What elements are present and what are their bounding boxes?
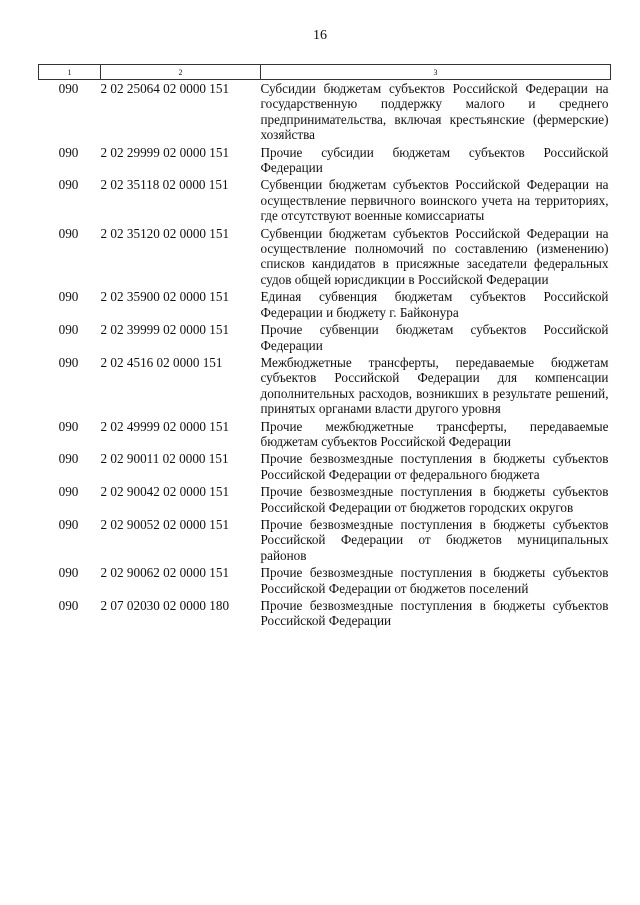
table-row: [39, 418, 611, 451]
description-cell: Прочие безвозмездные поступления в бюджеты субъектов Российской Федерации от федерального бюджета: [260, 451, 609, 482]
budget-code-cell: 2 07 02030 02 0000 180: [100, 598, 230, 613]
budget-code-cell: 2 02 90052 02 0000 151: [100, 516, 230, 532]
table-row: [39, 321, 611, 354]
description-cell: Прочие субсидии бюджетам субъектов Российской Федерации: [260, 144, 609, 176]
table-row: [39, 483, 611, 516]
admin-code-cell: 090: [58, 418, 79, 434]
table-row: [39, 176, 611, 224]
budget-code-cell: 2 02 35900 02 0000 151: [100, 289, 230, 305]
admin-code-cell: 090: [58, 322, 79, 338]
description-cell: Субвенции бюджетам субъектов Российской Федерации на осуществление первичного воинского учета на территориях, где отсутствуют военные комиссариаты: [260, 177, 609, 224]
admin-code-cell: 090: [58, 354, 79, 370]
table-header: [39, 65, 611, 80]
header-col-1: 1: [39, 65, 101, 80]
description-cell: Межбюджетные трансферты, передаваемые бюджетам субъектов Российской Федерации для компенсации дополнительных расходов, возникших в результате решений, принятых органами власти другого уровня: [260, 354, 609, 417]
description-cell: Субсидии бюджетам субъектов Российской Федерации на государственную поддержку малого и среднего предпринимательства, включая крестьянские (фермерские) хозяйства: [260, 81, 609, 143]
budget-code-cell: 2 02 39999 02 0000 151: [100, 322, 230, 338]
admin-code-cell: 090: [58, 177, 79, 193]
table-row: [39, 450, 611, 483]
admin-code-cell: 090: [58, 81, 79, 96]
header-col-3: 3: [261, 65, 611, 80]
description-cell: Единая субвенция бюджетам субъектов Российской Федерации и бюджету г. Байконура: [260, 289, 609, 320]
admin-code-cell: 090: [58, 451, 79, 467]
admin-code-cell: 090: [58, 516, 79, 532]
admin-code-cell: 090: [58, 484, 79, 500]
budget-codes-table: [38, 64, 611, 630]
description-cell: Прочие безвозмездные поступления в бюджеты субъектов Российской Федерации от бюджетов поселений: [260, 565, 609, 596]
table-row: [39, 288, 611, 321]
description-cell: Прочие безвозмездные поступления в бюджеты субъектов Российской Федерации: [260, 598, 609, 629]
budget-code-cell: 2 02 90062 02 0000 151: [100, 565, 230, 581]
table-row: [39, 144, 611, 177]
table-row: [39, 225, 611, 289]
budget-code-cell: 2 02 29999 02 0000 151: [100, 144, 230, 160]
admin-code-cell: 090: [58, 289, 79, 305]
table-body: [39, 80, 611, 630]
budget-code-cell: 2 02 90011 02 0000 151: [100, 451, 229, 467]
budget-code-cell: 2 02 35118 02 0000 151: [100, 177, 229, 193]
description-cell: Прочие безвозмездные поступления в бюджеты субъектов Российской Федерации от бюджетов городских округов: [260, 484, 609, 515]
table-row: [39, 80, 611, 144]
table-row: [39, 597, 611, 630]
budget-code-cell: 2 02 4516 02 0000 151: [100, 354, 223, 370]
header-col-2: 2: [101, 65, 261, 80]
table-row: [39, 564, 611, 597]
table-row: [39, 516, 611, 564]
description-cell: Субвенции бюджетам субъектов Российской Федерации на осуществление полномочий по составлению (изменению) списков кандидатов в присяжные заседатели федеральных судов общей юрисдикции в Российской Федерации: [260, 225, 609, 287]
admin-code-cell: 090: [58, 225, 79, 241]
budget-code-cell: 2 02 49999 02 0000 151: [100, 418, 230, 434]
description-cell: Прочие безвозмездные поступления в бюджеты субъектов Российской Федерации от бюджетов муниципальных районов: [260, 516, 609, 563]
table-row: [39, 354, 611, 418]
page-number: 16: [313, 28, 327, 43]
admin-code-cell: 090: [58, 598, 79, 613]
description-cell: Прочие межбюджетные трансферты, передаваемые бюджетам субъектов Российской Федерации: [260, 418, 609, 449]
header-row: [39, 65, 611, 80]
budget-code-cell: 2 02 25064 02 0000 151: [100, 81, 230, 96]
budget-code-cell: 2 02 90042 02 0000 151: [100, 484, 230, 500]
admin-code-cell: 090: [58, 144, 79, 160]
admin-code-cell: 090: [58, 565, 79, 581]
budget-code-cell: 2 02 35120 02 0000 151: [100, 225, 230, 241]
description-cell: Прочие субвенции бюджетам субъектов Российской Федерации: [260, 322, 609, 353]
